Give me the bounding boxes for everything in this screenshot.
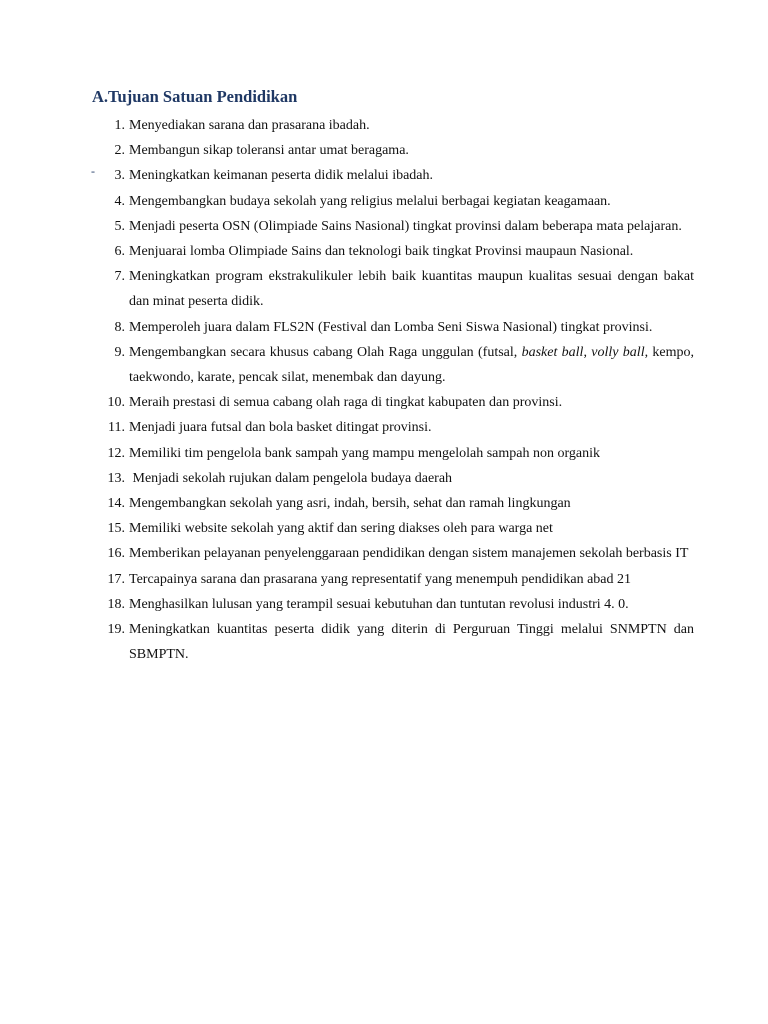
item-number: 17. bbox=[107, 571, 125, 587]
item-text: Membangun sikap toleransi antar umat beragama. bbox=[129, 143, 409, 159]
item-text-part: , bbox=[583, 344, 592, 360]
list-item-7 bbox=[92, 264, 694, 314]
list-item-19 bbox=[92, 617, 694, 667]
list-item-10 bbox=[92, 390, 694, 415]
item-text: Mengembangkan budaya sekolah yang religius melalui berbagai kegiatan keagamaan. bbox=[129, 193, 611, 209]
item-number: 9. bbox=[114, 344, 125, 360]
item-text: Menyediakan sarana dan prasarana ibadah. bbox=[129, 118, 370, 133]
list-item-8 bbox=[92, 315, 694, 340]
list-item-2 bbox=[92, 138, 694, 163]
list-item-13 bbox=[92, 466, 694, 491]
item-number: 4. bbox=[114, 193, 125, 209]
item-number: 6. bbox=[114, 244, 125, 260]
objectives-list bbox=[92, 113, 694, 667]
item-number: 19. bbox=[107, 622, 125, 638]
item-text: Menjadi sekolah rujukan dalam pengelola budaya daerah bbox=[129, 470, 453, 486]
item-number: 2. bbox=[114, 143, 125, 159]
list-item-3 bbox=[92, 163, 694, 188]
item-text: Meningkatkan program ekstrakulikuler lebih baik kuantitas maupun kualitas sesuai dengan bakat dan minat peserta didik. bbox=[129, 269, 694, 310]
item-number: 5. bbox=[114, 218, 125, 234]
item-number: 11. bbox=[108, 420, 125, 436]
item-text: Memberikan pelayanan penyelenggaraan pendidikan dengan sistem manajemen sekolah berbasis IT bbox=[129, 546, 689, 562]
item-number: 7. bbox=[114, 269, 125, 285]
list-item-4 bbox=[92, 189, 694, 214]
item-text: Meningkatkan kuantitas peserta didik yang diterin di Perguruan Tinggi melalui SNMPTN dan SBMPTN. bbox=[129, 622, 694, 663]
section-heading: A.Tujuan Satuan Pendidikan bbox=[92, 87, 298, 106]
list-item-14 bbox=[92, 491, 694, 516]
item-text bbox=[129, 340, 694, 390]
item-number: 1. bbox=[114, 118, 125, 133]
list-item-12 bbox=[92, 441, 694, 466]
item-number: 15. bbox=[107, 521, 125, 537]
item-text: Tercapainya sarana dan prasarana yang representatif yang menempuh pendidikan abad 21 bbox=[129, 571, 632, 587]
item-text: Menjadi juara futsal dan bola basket ditingat provinsi. bbox=[129, 420, 432, 436]
list-item-17 bbox=[92, 567, 694, 592]
list-item-5 bbox=[92, 214, 694, 239]
item-text: Menjadi peserta OSN (Olimpiade Sains Nasional) tingkat provinsi dalam beberapa mata pelajaran. bbox=[129, 218, 682, 234]
margin-marker: - bbox=[91, 164, 95, 178]
item-number: 13. bbox=[107, 470, 125, 486]
item-text-italic: volly ball bbox=[591, 344, 645, 360]
list-item-9 bbox=[92, 340, 694, 390]
item-number: 3. bbox=[114, 168, 125, 184]
item-text: Menjuarai lomba Olimpiade Sains dan teknologi baik tingkat Provinsi maupaun Nasional. bbox=[129, 244, 634, 260]
item-text-part: Mengembangkan secara khusus cabang Olah Raga unggulan (futsal, bbox=[129, 344, 522, 360]
item-text: Memiliki tim pengelola bank sampah yang mampu mengelolah sampah non organik bbox=[129, 445, 600, 461]
list-item-11 bbox=[92, 415, 694, 440]
item-text-italic: basket ball bbox=[521, 344, 584, 360]
item-text: Meraih prestasi di semua cabang olah raga di tingkat kabupaten dan provinsi. bbox=[129, 395, 563, 411]
item-text-part: , kempo, taekwondo, karate, pencak silat, menembak dan dayung. bbox=[129, 344, 695, 386]
item-number: 10. bbox=[107, 395, 125, 411]
item-text: Memiliki website sekolah yang aktif dan sering diakses oleh para warga net bbox=[129, 521, 553, 537]
item-text: Mengembangkan sekolah yang asri, indah, bersih, sehat dan ramah lingkungan bbox=[129, 496, 571, 512]
item-number: 8. bbox=[114, 319, 125, 335]
item-text: Meningkatkan keimanan peserta didik melalui ibadah. bbox=[129, 168, 434, 184]
item-number: 18. bbox=[107, 596, 125, 612]
item-number: 12. bbox=[107, 445, 125, 461]
item-text: Menghasilkan lulusan yang terampil sesuai kebutuhan dan tuntutan revolusi industri 4. 0. bbox=[129, 596, 629, 612]
list-item-16 bbox=[92, 541, 694, 566]
item-number: 14. bbox=[107, 496, 125, 512]
list-item-18 bbox=[92, 592, 694, 617]
item-text: Memperoleh juara dalam FLS2N (Festival dan Lomba Seni Siswa Nasional) tingkat provinsi. bbox=[129, 319, 653, 335]
item-number: 16. bbox=[107, 546, 125, 562]
list-item-15 bbox=[92, 516, 694, 541]
list-item-1 bbox=[92, 113, 694, 138]
list-item-6 bbox=[92, 239, 694, 264]
